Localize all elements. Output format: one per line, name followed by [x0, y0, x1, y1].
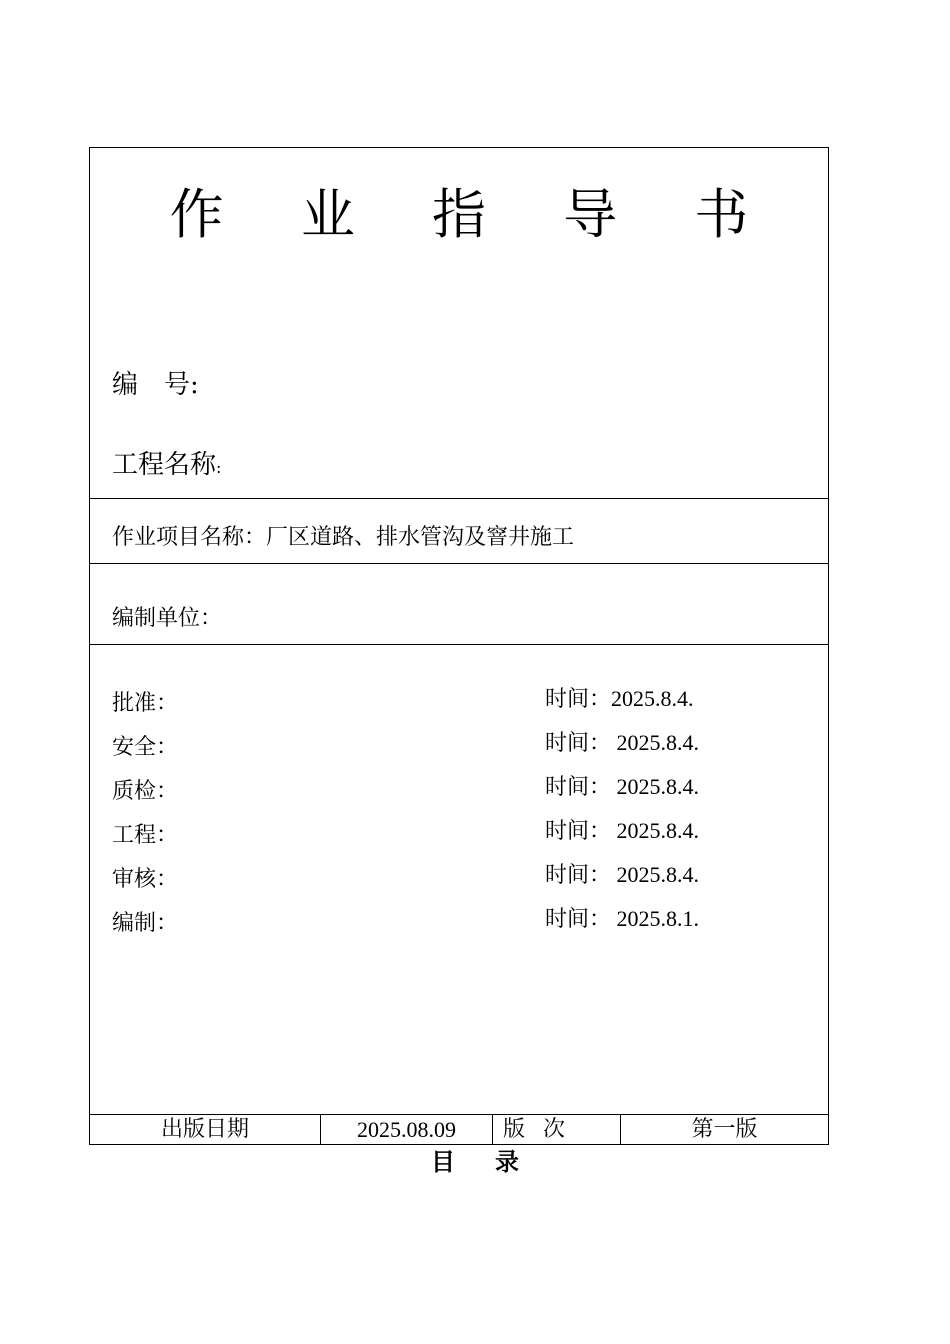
- work-item-field: 作业项目名称：厂区道路、排水管沟及窨井施工: [112, 525, 575, 550]
- document-number-label: 编 号:: [112, 370, 199, 400]
- quality-time: [545, 774, 699, 801]
- divider-line: [90, 498, 828, 499]
- time-value: 2025.8.1.: [611, 906, 700, 931]
- review-role-label: 审核：: [112, 867, 179, 892]
- review-time: [545, 862, 699, 889]
- time-value: 2025.8.4.: [611, 862, 700, 887]
- edition-label-cell: [492, 1114, 620, 1145]
- time-value: 2025.8.4.: [611, 818, 700, 843]
- cover-frame: [89, 147, 829, 1145]
- time-value: 2025.8.4.: [611, 774, 700, 799]
- time-label: 时间：: [545, 775, 612, 800]
- edition-value: 第一版: [620, 1114, 828, 1145]
- prepare-time: [545, 906, 699, 933]
- divider-line: [90, 563, 828, 564]
- edition-label: 版次: [503, 1116, 584, 1142]
- project-name-colon: :: [216, 458, 222, 477]
- publication-date-label: 出版日期: [160, 1116, 249, 1142]
- project-name-label: 工程名称: [112, 450, 217, 480]
- prepare-role-label: 编制：: [112, 911, 179, 936]
- time-value: 2025.8.4.: [611, 686, 694, 711]
- engineering-role-label: 工程：: [112, 823, 179, 848]
- safety-time: [545, 730, 699, 757]
- table-of-contents-heading: 目录: [431, 1147, 559, 1176]
- document-number-field: [112, 370, 199, 400]
- publication-info-table: [90, 1114, 828, 1145]
- quality-role-label: 质检：: [112, 779, 179, 804]
- publication-date-value: 2025.08.09: [320, 1114, 492, 1145]
- prepared-by-unit-field: 编制单位：: [112, 606, 223, 631]
- engineering-time: [545, 818, 699, 845]
- safety-role-label: 安全：: [112, 735, 179, 760]
- time-value: 2025.8.4.: [611, 730, 700, 755]
- time-label: 时间：: [545, 731, 612, 756]
- time-label: 时间：: [545, 863, 612, 888]
- time-label: 时间：: [545, 907, 612, 932]
- approve-time: [545, 686, 694, 713]
- project-name-field: [112, 450, 221, 483]
- approve-role-label: 批准：: [112, 691, 179, 716]
- divider-line: [90, 644, 828, 645]
- time-label: 时间：: [545, 819, 612, 844]
- document-title: 作 业 指 导 书: [169, 183, 779, 246]
- time-label: 时间：: [545, 687, 612, 712]
